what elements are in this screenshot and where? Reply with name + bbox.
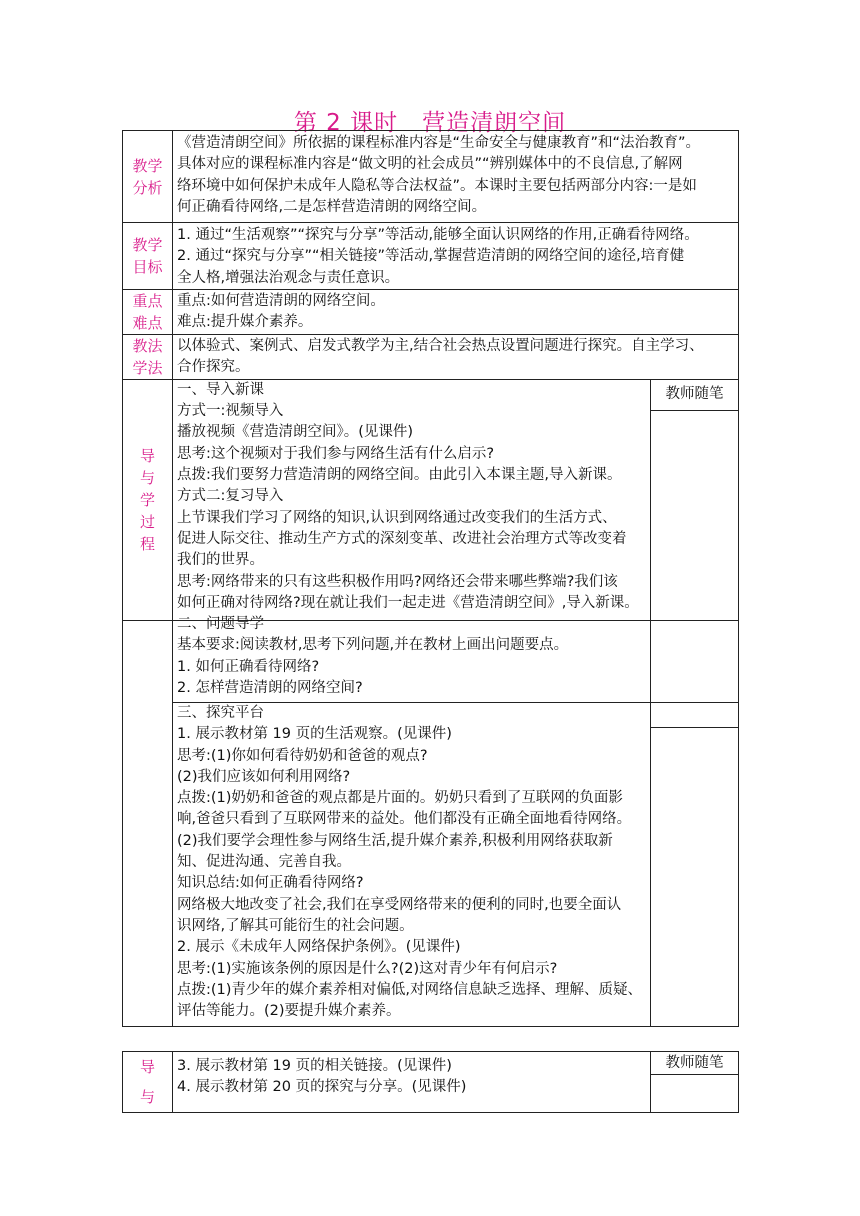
intro-line: 思考:这个视频对于我们参与网络生活有什么启示? <box>177 445 495 462</box>
intro-line: 一、导入新课 <box>177 381 264 398</box>
intro-line: 方式二:复习导入 <box>177 488 284 505</box>
teacher-notes-area[interactable] <box>651 703 739 1027</box>
continuation-line: 3. 展示教材第 19 页的相关链接。(见课件) <box>177 1058 452 1074</box>
key-point-line: 难点:提升媒介素养。 <box>177 314 313 331</box>
goals-line: 全人格,增强法治观念与责任意识。 <box>177 269 400 286</box>
teacher-notes-area[interactable] <box>651 1075 739 1113</box>
goals-line: 1. 通过“生活观察”“探究与分享”等活动,能够全面认识网络的作用,正确看待网络。 <box>177 227 699 243</box>
continuation-line: 4. 展示教材第 20 页的探究与分享。(见课件) <box>177 1079 467 1096</box>
explore-line: 三、探究平台 <box>177 705 264 721</box>
explore-line: 知、促进沟通、完善自我。 <box>177 854 351 871</box>
intro-line: 点拨:我们要努力营造清朗的网络空间。由此引入本课主题,导入新课。 <box>177 467 622 484</box>
analysis-line: 具体对应的课程标准内容是“做文明的社会成员”“辨别媒体中的不良信息,了解网 <box>177 156 683 173</box>
goals-label: 教学 目标 <box>123 223 173 290</box>
goals-content <box>173 223 739 290</box>
lesson-plan-table-process <box>122 614 739 1027</box>
continuation-label: 导 与 <box>123 1052 173 1113</box>
guide-line: 基本要求:阅读教材,思考下列问题,并在教材上画出问题要点。 <box>177 637 569 654</box>
explore-line: 1. 展示教材第 19 页的生活观察。(见课件) <box>177 726 452 743</box>
key-points-content <box>173 289 739 334</box>
analysis-line: 何正确看待网络,二是怎样营造清朗的网络空间。 <box>177 198 487 215</box>
explore-line: 响,爸爸只看到了互联网带来的益处。他们都没有正确全面地看待网络。 <box>177 811 632 828</box>
analysis-content <box>173 131 739 223</box>
continuation-table <box>122 1051 739 1113</box>
analysis-line: 《营造清朗空间》所依据的课程标准内容是“生命安全与健康教育”和“法治教育”。 <box>177 135 701 151</box>
methods-line: 合作探究。 <box>177 359 250 376</box>
teacher-notes-area[interactable] <box>651 410 739 620</box>
page-title: 第 2 课时 营造清朗空间 <box>293 110 567 136</box>
explore-line: (2)我们应该如何利用网络? <box>177 768 351 785</box>
guide-line: 1. 如何正确看待网络? <box>177 658 320 675</box>
methods-content <box>173 334 739 379</box>
methods-line: 以体验式、案例式、启发式教学为主,结合社会热点设置问题进行探究。自主学习、 <box>177 337 704 354</box>
intro-line: 上节课我们学习了网络的知识,认识到网络通过改变我们的生活方式、 <box>177 509 617 526</box>
explore-line: 评估等能力。(2)要提升媒介素养。 <box>177 1003 401 1020</box>
teacher-notes-area[interactable] <box>651 614 739 703</box>
guide-block <box>173 614 651 703</box>
teacher-notes-header: 教师随笔 <box>651 379 739 410</box>
goals-line: 2. 通过“探究与分享”“相关链接”等活动,掌握营造清朗的网络空间的途径,培育健 <box>177 248 685 265</box>
intro-line: 促进人际交往、推动生产方式的深刻变革、改进社会治理方式等改变着 <box>177 530 627 547</box>
guide-line: 2. 怎样营造清朗的网络空间? <box>177 679 363 696</box>
explore-line: 2. 展示《未成年人网络保护条例》。(见课件) <box>177 939 461 956</box>
intro-line: 方式一:视频导入 <box>177 403 284 420</box>
explore-line: 点拨:(1)奶奶和爸爸的观点都是片面的。奶奶只看到了互联网的负面影 <box>177 790 623 807</box>
explore-line: 思考:(1)你如何看待奶奶和爸爸的观点? <box>177 747 428 764</box>
guide-line: 二、问题导学 <box>177 616 264 632</box>
intro-line: 播放视频《营造清朗空间》。(见课件) <box>177 424 414 441</box>
continuation-content <box>173 1052 651 1113</box>
analysis-label: 教学 分析 <box>123 131 173 223</box>
intro-line: 如何正确对待网络?现在就让我们一起走进《营造清朗空间》,导入新课。 <box>177 594 639 611</box>
lesson-plan-table <box>122 130 739 621</box>
intro-line: 我们的世界。 <box>177 552 264 569</box>
explore-line: 网络极大地改变了社会,我们在享受网络带来的便利的同时,也要全面认 <box>177 896 622 913</box>
process-label: 导 与 学 过 程 <box>123 379 173 620</box>
analysis-line: 络环境中如何保护未成年人隐私等合法权益”。本课时主要包括两部分内容:一是如 <box>177 177 697 194</box>
explore-line: (2)我们要学会理性参与网络生活,提升媒介素养,积极利用网络获取新 <box>177 832 613 849</box>
explore-line: 点拨:(1)青少年的媒介素养相对偏低,对网络信息缺乏选择、理解、质疑、 <box>177 981 643 998</box>
methods-label: 教法 学法 <box>123 334 173 379</box>
explore-line: 思考:(1)实施该条例的原因是什么?(2)这对青少年有何启示? <box>177 960 558 977</box>
key-point-line: 重点:如何营造清朗的网络空间。 <box>177 292 385 309</box>
explore-line: 识网络,了解其可能衍生的社会问题。 <box>177 917 414 934</box>
process-label-cont <box>123 614 173 1027</box>
key-points-label: 重点 难点 <box>123 289 173 334</box>
intro-block <box>173 379 651 620</box>
intro-line: 思考:网络带来的只有这些积极作用吗?网络还会带来哪些弊端?我们该 <box>177 573 618 590</box>
explore-line: 知识总结:如何正确看待网络? <box>177 875 364 892</box>
explore-block <box>173 703 651 1027</box>
teacher-notes-header: 教师随笔 <box>651 1052 739 1075</box>
